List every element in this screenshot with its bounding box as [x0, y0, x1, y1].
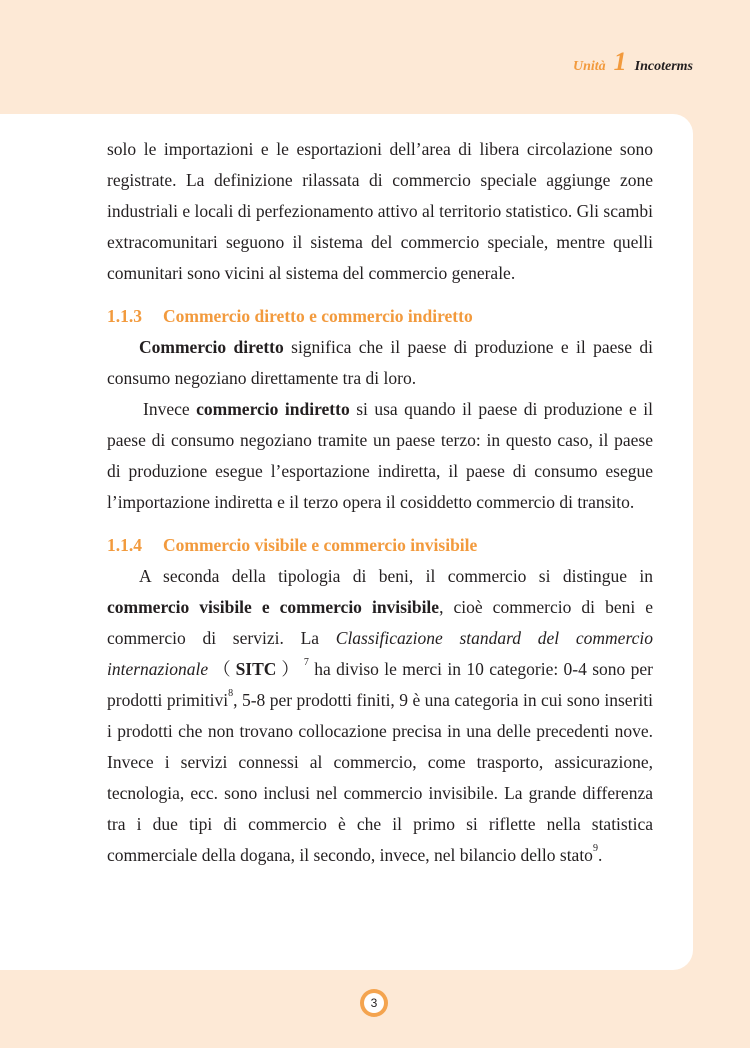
footnote-ref-7[interactable]: 7 — [303, 657, 309, 669]
unit-number: 1 — [613, 47, 627, 76]
footnote-ref-9[interactable]: 9 — [592, 843, 598, 855]
page-number-badge — [360, 989, 388, 1017]
section-title: Commercio diretto e commercio indiretto — [163, 306, 473, 326]
footnote-ref-8[interactable]: 8 — [228, 688, 234, 700]
section-number: 1.1.4 — [107, 535, 142, 555]
unit-title: Incoterms — [634, 59, 693, 74]
sitc-title: Classificazione standard del commercio internazionale — [107, 628, 653, 679]
paragraph-commercio-indiretto: Invece commercio indiretto si usa quando il paese di produzione e il paese di consumo negoziano tramite un paese terzo: in questo caso, il paese di produzione esegue l’esportazione indiretta, il paese di consumo esegue l’importazione indiretta e il terzo opera il cosiddetto commercio di transito. — [107, 399, 653, 512]
paragraph-commercio-diretto: Commercio diretto significa che il paese di produzione e il paese di consumo negoziano direttamente tra di loro. — [107, 337, 653, 388]
unit-label: Unità — [572, 59, 606, 74]
page-body — [107, 134, 653, 871]
paragraph-intro: solo le importazioni e le esportazioni dell’area di libera circolazione sono registrate. La definizione rilassata di commercio speciale aggiunge zone industriali e locali di perfezionamento attivo al territorio statistico. Gli scambi extracomunitari seguono il sistema del commercio speciale, mentre quelli comunitari sono vicini al sistema del commercio generale. — [107, 139, 653, 283]
term-commercio-diretto: Commercio diretto — [139, 337, 284, 357]
paragraph-commercio-visibile: A seconda della tipologia di beni, il commercio si distingue in commercio visibile e commercio invisibile, cioè commercio di beni e commercio di servizi. La Classificazione standard del commercio internazionale （ SITC ） $^7$ ha diviso le merci in 10 categorie: 0-4 sono per prodotti primitivi$^8$, 5-8 per prodotti finiti, 9 è una categoria in cui sono inseriti i prodotti che non trovano collocazione precisa in una delle precedenti nove. Invece i servizi connessi al commercio, come trasporto, assicurazione, tecnologia, ecc. sono inclusi nel commercio invisibile. La grande differenza tra i due tipi di commercio è che il primo si riflette nella statistica commerciale della dogana, il secondo, invece, nel bilancio dello stato$^9$. — [107, 566, 654, 865]
section-number: 1.1.3 — [107, 306, 142, 326]
page-number: 3 — [364, 993, 384, 1013]
term-commercio-indiretto: commercio indiretto — [196, 399, 350, 419]
running-header — [572, 47, 693, 76]
section-title: Commercio visibile e commercio invisibile — [163, 535, 478, 555]
section-heading-1-1-3 — [107, 301, 653, 332]
sitc-acronym: SITC — [235, 659, 277, 679]
section-heading-1-1-4 — [107, 530, 653, 561]
term-commercio-visibile: commercio visibile e commercio invisibile — [107, 597, 440, 617]
